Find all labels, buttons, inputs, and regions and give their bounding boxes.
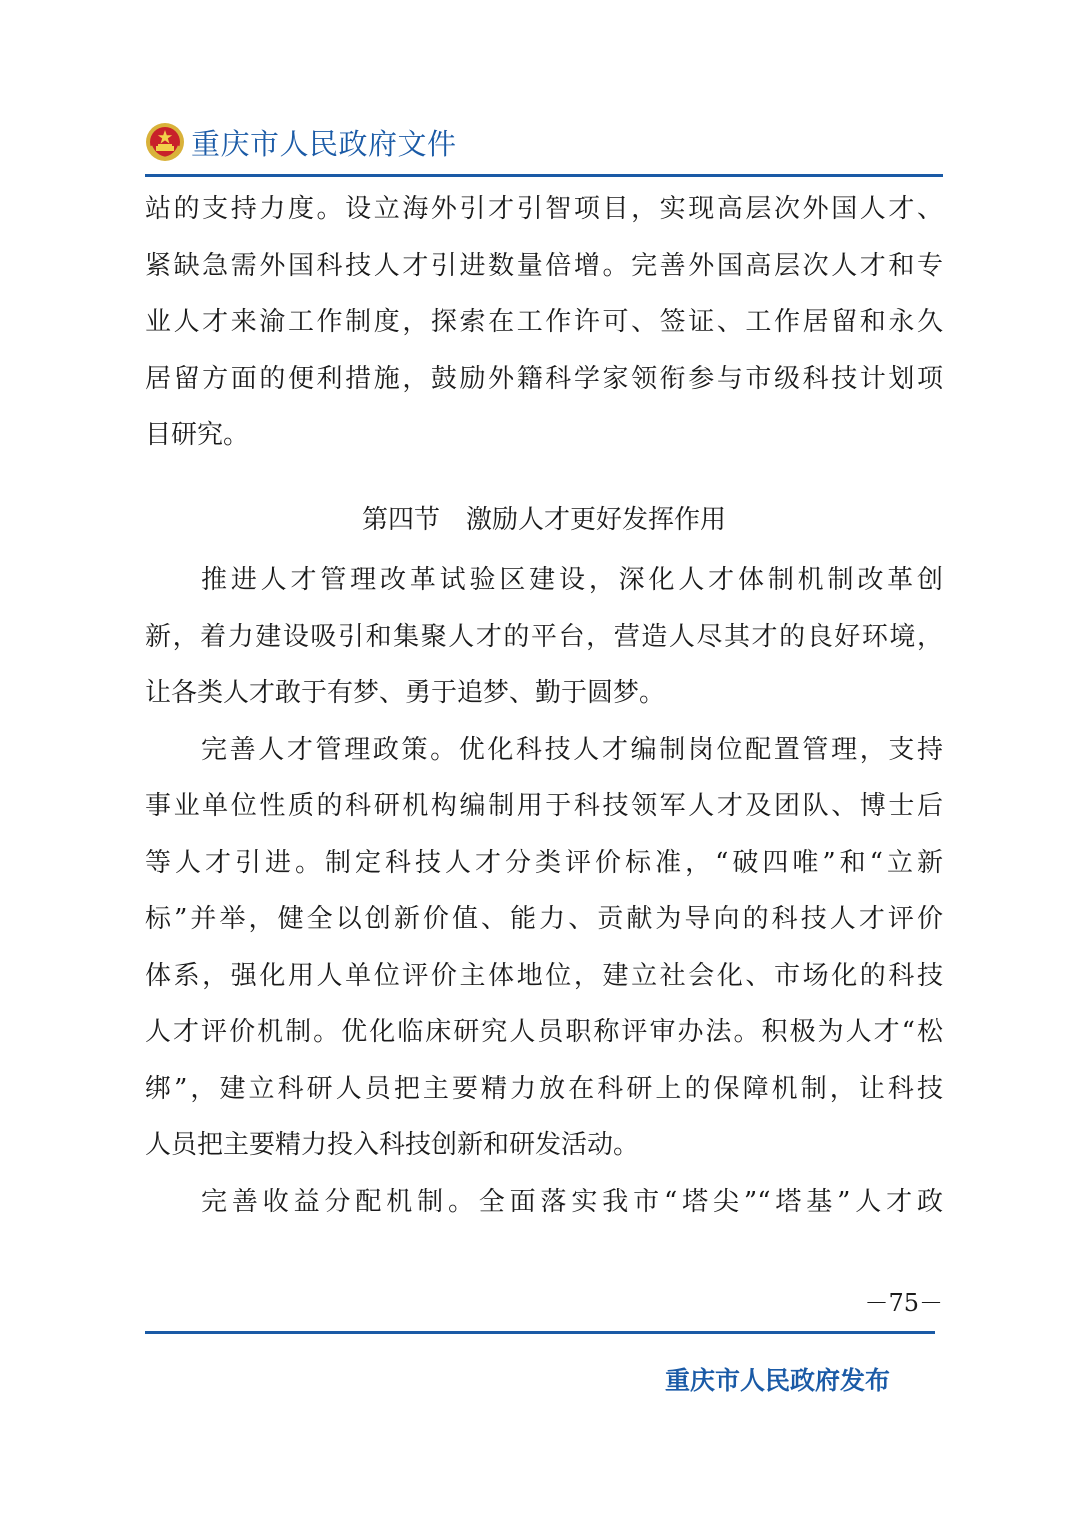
text-line: 新，着力建设吸引和集聚人才的平台，营造人尽其才的良好环境， <box>145 621 943 652</box>
text-line: 让各类人才敢于有梦、勇于追梦、勤于圆梦。 <box>145 678 666 708</box>
text-line: 人才评价机制。优化临床研究人员职称评审办法。积极为人才“松 <box>145 1017 943 1047</box>
paragraph <box>145 552 943 722</box>
text-line: 事业单位性质的科研机构编制用于科技领军人才及团队、博士后 <box>145 791 943 821</box>
text-line: 绑”，建立科研人员把主要精力放在科研上的保障机制，让科技 <box>145 1073 943 1104</box>
document-body <box>145 181 943 1230</box>
section-heading: 第四节 激励人才更好发挥作用 <box>361 504 726 535</box>
header-title: 重庆市人民政府文件 <box>191 126 457 161</box>
footer-divider <box>145 1331 935 1334</box>
text-line: 体系，强化用人单位评价主体地位，建立社会化、市场化的科技 <box>145 960 943 991</box>
text-line: 推进人才管理改革试验区建设，深化人才体制机制改革创 <box>201 565 943 595</box>
paragraph <box>145 181 943 464</box>
paragraph <box>145 1174 943 1231</box>
document-header <box>145 118 457 166</box>
text-line: 居留方面的便利措施，鼓励外籍科学家领衔参与市级科技计划项 <box>145 363 943 394</box>
text-line: 站的支持力度。设立海外引才引智项目，实现高层次外国人才、 <box>145 194 943 224</box>
text-line: 等人才引进。制定科技人才分类评价标准，“破四唯”和“立新 <box>145 847 943 878</box>
header-divider <box>145 174 943 177</box>
national-emblem-icon <box>145 122 185 162</box>
publisher-label: 重庆市人民政府发布 <box>664 1366 890 1395</box>
text-line: 完善收益分配机制。全面落实我市“塔尖”“塔基”人才政 <box>201 1186 943 1217</box>
text-line: 目研究。 <box>145 420 250 450</box>
text-line: 标”并举，健全以创新价值、能力、贡献为导向的科技人才评价 <box>145 904 943 934</box>
paragraph <box>145 722 943 1174</box>
page-number: －75－ <box>864 1289 943 1317</box>
text-line: 紧缺急需外国科技人才引进数量倍增。完善外国高层次人才和专 <box>145 250 943 281</box>
text-line: 完善人才管理政策。优化科技人才编制岗位配置管理，支持 <box>201 734 943 765</box>
text-line: 业人才来渝工作制度，探索在工作许可、签证、工作居留和永久 <box>145 307 943 337</box>
text-line: 人员把主要精力投入科技创新和研发活动。 <box>145 1130 640 1160</box>
